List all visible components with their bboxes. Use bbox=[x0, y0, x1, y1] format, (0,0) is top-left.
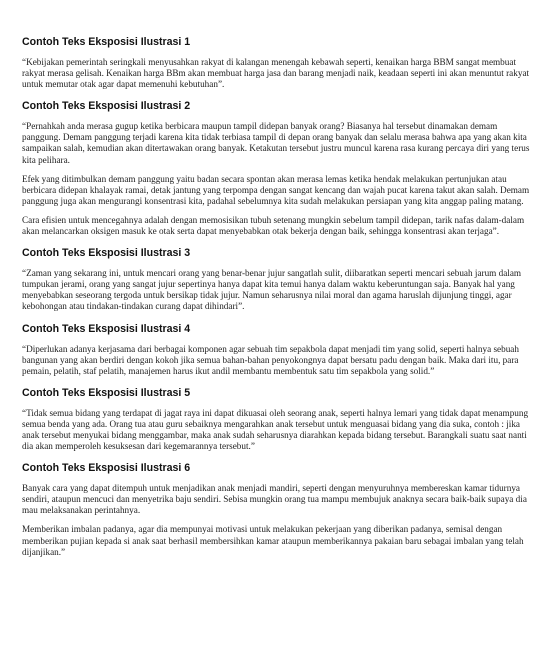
section-5 bbox=[22, 387, 531, 452]
section-3 bbox=[22, 247, 531, 312]
section-6 bbox=[22, 462, 531, 558]
paragraph: Banyak cara yang dapat ditempuh untuk menjadikan anak menjadi mandiri, seperti dengan menyuruhnya membereskan kamar tidurnya sendiri, ataupun mencuci dan menyetrika baju sendiri. Sebisa mungkin orang tua mampu membujuk anaknya secara baik-baik supaya dia mau melaksanakan perintahnya. bbox=[22, 483, 527, 516]
section-title: Contoh Teks Eksposisi Ilustrasi 5 bbox=[22, 386, 191, 399]
section-1 bbox=[22, 36, 531, 90]
section-2 bbox=[22, 100, 531, 237]
section-title: Contoh Teks Eksposisi Ilustrasi 1 bbox=[22, 36, 191, 48]
section-title: Contoh Teks Eksposisi Ilustrasi 4 bbox=[22, 322, 191, 335]
section-title: Contoh Teks Eksposisi Ilustrasi 6 bbox=[22, 462, 191, 475]
section-4 bbox=[22, 323, 531, 377]
paragraph: “Pernahkah anda merasa gugup ketika berbicara maupun tampil didepan banyak orang? Biasanya hal tersebut dinamakan demam panggung. Demam panggung terjadi karena kita tidak terbiasa tampil di depan orang banyak dan selalu merasa bahwa apa yang akan kita sampaikan salah, kemudian akan ditertawakan orang banyak. Ketakutan tersebut justru muncul karena rasa kurang percaya diri yang terus kita pelihara. bbox=[22, 121, 530, 165]
paragraph: “Zaman yang sekarang ini, untuk mencari orang yang benar-benar jujur sangatlah sulit, diibaratkan seperti mencari sebuah jarum dalam tumpukan jerami, orang yang sangat jujur sepertinya hanya dapat kita temui hanya dalam waktu keberuntungan saja. Banyak hal yang menyebabkan seseorang tergoda untuk bersikap tidak jujur. Namun seharusnya nilai moral dan agama haruslah dijunjung tinggi, agar kebohongan atau tindakan-tindakan curang dapat dihindari”. bbox=[22, 268, 522, 312]
paragraph: Cara efisien untuk mencegahnya adalah dengan memosisikan tubuh setenang mungkin sebelum tampil didepan, tarik nafas dalam-dalam akan melancarkan oksigen masuk ke otak serta dapat menyebabkan otak bekerja dengan baik, sehingga konsentrasi akan terjaga”. bbox=[22, 214, 525, 237]
paragraph: Efek yang ditimbulkan demam panggung yaitu badan secara spontan akan merasa lemas ketika hendak melakukan pertunjukan atau berbicara didepan khalayak ramai, detak jantung yang terpompa dengan sangat kencang dan wajah pucat karena takut akan salah. Demam panggung juga akan mengurangi konsentrasi kita, padahal sebelumnya kita sudah melakukan persiapan yang kita anggap paling matang. bbox=[22, 173, 530, 206]
section-title: Contoh Teks Eksposisi Ilustrasi 2 bbox=[22, 100, 191, 113]
section-title: Contoh Teks Eksposisi Ilustrasi 3 bbox=[22, 247, 191, 260]
paragraph: “Diperlukan adanya kerjasama dari berbagai komponen agar sebuah tim sepakbola dapat menjadi tim yang solid, seperti halnya sebuah bangunan yang akan berdiri dengan kokoh jika semua bahan-bahan penyokongnya dapat bersatu padu dengan baik. Maka dari itu, para pemain, pelatih, staf pelatih, manajemen harus ikut andil membantu membentuk satu tim sepakbola yang solid.” bbox=[22, 343, 519, 376]
paragraph: Memberikan imbalan padanya, agar dia mempunyai motivasi untuk melakukan pekerjaan yang diberikan padanya, semisal dengan memberikan pujian kepada si anak saat berhasil membersihkan kamar ataupun memberikannya pakaian baru sebagai imbalan yang telah dijanjikan.” bbox=[22, 524, 524, 557]
paragraph: “Tidak semua bidang yang terdapat di jagat raya ini dapat dikuasai oleh seorang anak, seperti halnya lemari yang tidak dapat menampung semua benda yang ada. Orang tua atau guru sebaiknya mengarahkan anak tersebut untuk menguasai bidang yang dia suka, contoh : jika anak tersebut menyukai bidang menggambar, maka anak sudah seharusnya diarahkan kepada bidang tersebut. Barangkali suatu saat nanti dia akan memperoleh kesuksesan dari kegemarannya tersebut.” bbox=[22, 407, 529, 452]
paragraph: “Kebijakan pemerintah seringkali menyusahkan rakyat di kalangan menengah kebawah seperti, kenaikan harga BBM sangat membuat rakyat merasa gelisah. Kenaikan harga BBm akan membuat harga jasa dan barang menjadi naik, keadaan seperti ini akan menuntut rakyat untuk memutar otak agar dapat memenuhi kebutuhan”. bbox=[22, 57, 530, 90]
